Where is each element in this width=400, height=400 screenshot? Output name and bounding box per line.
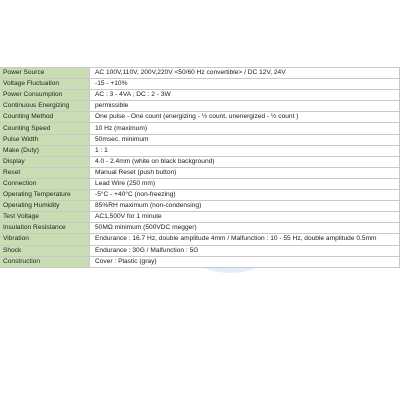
spec-label: Power Consumption <box>0 90 90 101</box>
spec-label: Construction <box>0 256 90 267</box>
spec-row <box>0 68 400 79</box>
spec-row <box>0 90 400 101</box>
spec-row <box>0 79 400 90</box>
spec-row <box>0 167 400 178</box>
spec-value: One pulse - One count (energizing - ½ count, unenergized - ½ count ) <box>90 112 400 123</box>
spec-label: Make (Duty) <box>0 145 90 156</box>
spec-value: -5°C - +40°C (non-freezing) <box>90 190 400 201</box>
spec-label: Test Voltage <box>0 212 90 223</box>
spec-label: Operating Temperature <box>0 190 90 201</box>
spec-value: Endurance : 30G / Malfunction : 5G <box>90 245 400 256</box>
spec-label: Power Source <box>0 68 90 79</box>
spec-label: Counting Method <box>0 112 90 123</box>
spec-label: Voltage Fluctuation <box>0 79 90 90</box>
spec-row <box>0 190 400 201</box>
spec-row <box>0 178 400 189</box>
spec-value: 50msec. minimum <box>90 134 400 145</box>
spec-row <box>0 245 400 256</box>
spec-label: Display <box>0 156 90 167</box>
spec-row <box>0 123 400 134</box>
spec-label: Continuous Energizing <box>0 101 90 112</box>
spec-label: Reset <box>0 167 90 178</box>
spec-row <box>0 156 400 167</box>
spec-value: AC : 3 - 4VA ; DC : 2 - 3W <box>90 90 400 101</box>
spec-label: Counting Speed <box>0 123 90 134</box>
spec-row <box>0 112 400 123</box>
spec-label: Operating Humidity <box>0 201 90 212</box>
specification-table <box>0 67 400 268</box>
spec-value: Lead Wire (250 mm) <box>90 178 400 189</box>
spec-row <box>0 223 400 234</box>
spec-label: Insulation Resistance <box>0 223 90 234</box>
spec-row <box>0 101 400 112</box>
spec-value: 85%RH maximum (non-condensing) <box>90 201 400 212</box>
spec-label: Vibration <box>0 234 90 245</box>
spec-row <box>0 134 400 145</box>
spec-value: Manual Reset (push button) <box>90 167 400 178</box>
spec-row <box>0 201 400 212</box>
spec-label: Shock <box>0 245 90 256</box>
spec-value: AC1,500V for 1 minute <box>90 212 400 223</box>
spec-value: 50MΩ minimum (500VDC megger) <box>90 223 400 234</box>
spec-label: Pulse Width <box>0 134 90 145</box>
spec-row <box>0 212 400 223</box>
spec-value: -15 - +10% <box>90 79 400 90</box>
spec-row <box>0 256 400 267</box>
spec-value: 10 Hz (maximum) <box>90 123 400 134</box>
spec-row <box>0 145 400 156</box>
spec-value: Cover : Plastic (gray) <box>90 256 400 267</box>
specification-table-body <box>0 68 400 268</box>
spec-value: AC 100V,110V, 200V,220V <50/60 Hz convertible> / DC 12V, 24V <box>90 68 400 79</box>
spec-value: Endurance : 16.7 Hz, double amplitude 4mm / Malfunction : 10 - 55 Hz, double amplitude 0.5mm <box>90 234 400 245</box>
spec-row <box>0 234 400 245</box>
spec-value: 1 : 1 <box>90 145 400 156</box>
spec-label: Connection <box>0 178 90 189</box>
spec-value: 4.0 - 2.4mm (white on black background) <box>90 156 400 167</box>
spec-value: permissible <box>90 101 400 112</box>
